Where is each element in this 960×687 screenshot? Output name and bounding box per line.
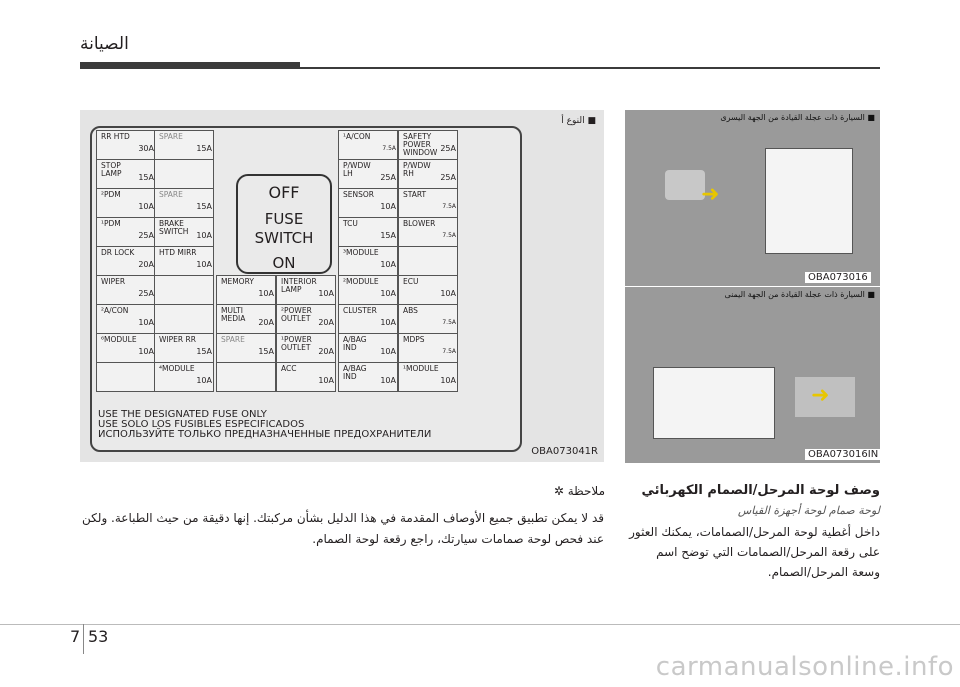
panel-code: OBA073041R: [531, 446, 598, 457]
fuse-name: A/BAG IND: [343, 364, 367, 381]
fuse-slot: [338, 188, 398, 218]
fuse-name: HTD MIRR: [159, 248, 197, 257]
fuse-name: P/WDW LH: [343, 161, 371, 178]
arrow-icon: ➜: [811, 383, 830, 408]
fuse-amperage: 20A: [318, 318, 334, 327]
header-rule: [80, 67, 880, 69]
fuse-slot: [276, 304, 336, 334]
section-subtitle: لوحة صمام لوحة أجهزة القياس: [737, 504, 880, 517]
fuse-amperage: 7.5A: [382, 145, 396, 152]
fuse-amperage: 10A: [196, 231, 212, 240]
fuse-amperage: 15A: [196, 144, 212, 153]
fuse-slot: [276, 275, 336, 305]
fuse-name: CLUSTER: [343, 306, 377, 315]
page-title: الصيانة: [80, 34, 129, 54]
fuse-slot: [216, 333, 276, 363]
section-body: داخل أغطية لوحة المرحل/الصمامات، يمكنك العثور على رقعة المرحل/الصمامات التي توضح اسم وسعة المرحل/الصمام.: [629, 525, 880, 579]
fuse-slot: [398, 275, 458, 305]
watermark: carmanualsonline.info: [655, 652, 954, 682]
fuse-slot: [216, 362, 276, 392]
fuse-amperage: 7.5A: [442, 348, 456, 355]
fuse-slot: [96, 333, 156, 363]
notice-line-en: USE THE DESIGNATED FUSE ONLY: [98, 409, 267, 420]
fuse-amperage: 10A: [196, 376, 212, 385]
fuse-name: SPARE: [159, 132, 183, 141]
fuse-slot: [338, 217, 398, 247]
fuse-name: SENSOR: [343, 190, 374, 199]
chapter-number: 7: [70, 627, 81, 646]
fuse-slot: [96, 188, 156, 218]
fuse-slot: [154, 333, 214, 363]
fuse-name: ²MODULE: [343, 277, 379, 286]
photo-right-drive: [625, 287, 880, 463]
fuse-amperage: 10A: [440, 376, 456, 385]
fuse-name: ECU: [403, 277, 419, 286]
fuse-name: MDPS: [403, 335, 425, 344]
fuse-name: WIPER: [101, 277, 126, 286]
fuse-slot: [154, 130, 214, 160]
fuse-amperage: 20A: [258, 318, 274, 327]
fuse-amperage: 20A: [138, 260, 154, 269]
fuse-amperage: 25A: [440, 144, 456, 153]
fuse-notice: [98, 410, 431, 440]
fuse-amperage: 25A: [440, 173, 456, 182]
note-title: ملاحظة ✲: [553, 484, 605, 498]
fuse-slot: [398, 130, 458, 160]
fuse-slot: [398, 159, 458, 189]
fuse-slot: [96, 362, 156, 392]
fuse-cover-closeup: [765, 148, 853, 254]
fuse-name: ¹MODULE: [403, 364, 439, 373]
fuse-amperage: 7.5A: [442, 319, 456, 326]
fuse-slot: [216, 275, 276, 305]
fuse-amperage: 10A: [380, 347, 396, 356]
fuse-cover-closeup: [653, 367, 775, 439]
switch-fuse-label: FUSE: [264, 210, 304, 228]
fuse-name: SPARE: [159, 190, 183, 199]
fuse-name: RR HTD: [101, 132, 130, 141]
fuse-amperage: 25A: [138, 231, 154, 240]
fuse-slot: [96, 130, 156, 160]
fuse-slot: [338, 159, 398, 189]
footer-rule: [0, 624, 960, 625]
footer-divider: [83, 624, 84, 654]
fuse-name: ²A/CON: [101, 306, 129, 315]
fuse-amperage: 10A: [380, 289, 396, 298]
fuse-amperage: 10A: [196, 260, 212, 269]
fuse-amperage: 10A: [440, 289, 456, 298]
fuse-amperage: 10A: [258, 289, 274, 298]
fuse-amperage: 15A: [196, 347, 212, 356]
fuse-name: ¹POWER OUTLET: [281, 335, 312, 352]
fuse-slot: [338, 130, 398, 160]
fuse-board: [90, 126, 522, 452]
fuse-slot: [154, 304, 214, 334]
fuse-amperage: 25A: [380, 173, 396, 182]
fuse-slot: [338, 246, 398, 276]
fuse-name: SPARE: [221, 335, 245, 344]
fuse-name: START: [403, 190, 427, 199]
fuse-slot: [338, 362, 398, 392]
fuse-amperage: 15A: [138, 173, 154, 182]
fuse-slot: [96, 304, 156, 334]
fuse-slot: [154, 188, 214, 218]
fuse-amperage: 7.5A: [442, 203, 456, 210]
photo-left-drive: [625, 110, 880, 286]
fuse-slot: [154, 159, 214, 189]
photo-caption: ■ السيارة ذات عجلة القيادة من الجهة اليمنى: [724, 290, 875, 299]
fuse-amperage: 15A: [196, 202, 212, 211]
fuse-slot: [398, 304, 458, 334]
fuse-slot: [398, 362, 458, 392]
fuse-slot: [154, 362, 214, 392]
fuse-amperage: 15A: [258, 347, 274, 356]
fuse-name: MEMORY: [221, 277, 254, 286]
fuse-amperage: 10A: [138, 347, 154, 356]
fuse-amperage: 10A: [380, 376, 396, 385]
fuse-name: SAFETY POWER WINDOW: [403, 132, 438, 157]
fuse-slot: [398, 246, 458, 276]
fuse-amperage: 10A: [380, 260, 396, 269]
fuse-amperage: 20A: [318, 347, 334, 356]
fuse-slot: [338, 275, 398, 305]
switch-on-label: ON: [272, 254, 296, 272]
fuse-slot: [96, 275, 156, 305]
fuse-slot: [154, 217, 214, 247]
fuse-amperage: 10A: [138, 202, 154, 211]
fuse-name: DR LOCK: [101, 248, 135, 257]
fuse-name: A/BAG IND: [343, 335, 367, 352]
arrow-icon: ➜: [701, 182, 720, 207]
photo-code: OBA073016IN: [805, 449, 880, 460]
note-body: قد لا يمكن تطبيق جميع الأوصاف المقدمة في هذا الدليل بشأن مركبتك. إنها دقيقة من حيث الطباعة. ولكن عند فحص لوحة صمامات سيارتك، راجع رقعة لوحة الصمام.: [82, 511, 604, 546]
fuse-slot: [276, 333, 336, 363]
fuse-name: ⁴MODULE: [159, 364, 195, 373]
notice-line-ru: ИСПОЛЬЗУЙТЕ ТОЛЬКО ПРЕДНАЗНАЧЕННЫЕ ПРЕДОХРАНИТЕЛИ: [98, 429, 432, 440]
fuse-slot: [154, 246, 214, 276]
fuse-name: BRAKE SWITCH: [159, 219, 189, 236]
fuse-name: ABS: [403, 306, 418, 315]
fuse-name: ¹PDM: [101, 219, 121, 228]
fuse-name: TCU: [343, 219, 358, 228]
fuse-slot: [96, 217, 156, 247]
fuse-slot: [398, 217, 458, 247]
fuse-amperage: 10A: [380, 318, 396, 327]
fuse-name: ACC: [281, 364, 297, 373]
dash-detail: [665, 170, 705, 200]
photo-code: OBA073016: [805, 272, 871, 283]
photo-caption: ■ السيارة ذات عجلة القيادة من الجهة اليسرى: [720, 113, 875, 122]
fuse-name: BLOWER: [403, 219, 436, 228]
fuse-name: STOP LAMP: [101, 161, 122, 178]
fuse-amperage: 10A: [318, 289, 334, 298]
page-number: 53: [88, 627, 109, 646]
fuse-slot: [96, 246, 156, 276]
fuse-switch: [236, 174, 332, 274]
fuse-amperage: 30A: [138, 144, 154, 153]
fuse-slot: [276, 362, 336, 392]
fuse-amperage: 15A: [380, 231, 396, 240]
fuse-amperage: 10A: [138, 318, 154, 327]
fuse-slot: [338, 304, 398, 334]
fuse-amperage: 10A: [318, 376, 334, 385]
fuse-name: ³MODULE: [343, 248, 379, 257]
fuse-name: WIPER RR: [159, 335, 196, 344]
fuse-name: INTERIOR LAMP: [281, 277, 317, 294]
fuse-slot: [398, 333, 458, 363]
fuse-amperage: 7.5A: [442, 232, 456, 239]
switch-switch-label: SWITCH: [254, 229, 314, 247]
fuse-slot: [398, 188, 458, 218]
fuse-slot: [338, 333, 398, 363]
fuse-amperage: 25A: [138, 289, 154, 298]
fuse-slot: [216, 304, 276, 334]
fuse-slot: [154, 275, 214, 305]
fuse-amperage: 10A: [380, 202, 396, 211]
fuse-name: ¹A/CON: [343, 132, 371, 141]
switch-off-label: OFF: [268, 183, 300, 202]
panel-type-note: ■ النوع أ: [561, 116, 596, 126]
fuse-name: ⁶MODULE: [101, 335, 137, 344]
section-title: وصف لوحة المرحل/الصمام الكهربائي: [641, 483, 880, 498]
fuse-panel-figure: [80, 110, 604, 462]
notice-line-es: USE SOLO LOS FUSIBLES ESPECIFICADOS: [98, 419, 305, 430]
fuse-slot: [96, 159, 156, 189]
fuse-name: MULTI MEDIA: [221, 306, 246, 323]
fuse-name: ²PDM: [101, 190, 121, 199]
fuse-name: ²POWER OUTLET: [281, 306, 312, 323]
fuse-name: P/WDW RH: [403, 161, 431, 178]
